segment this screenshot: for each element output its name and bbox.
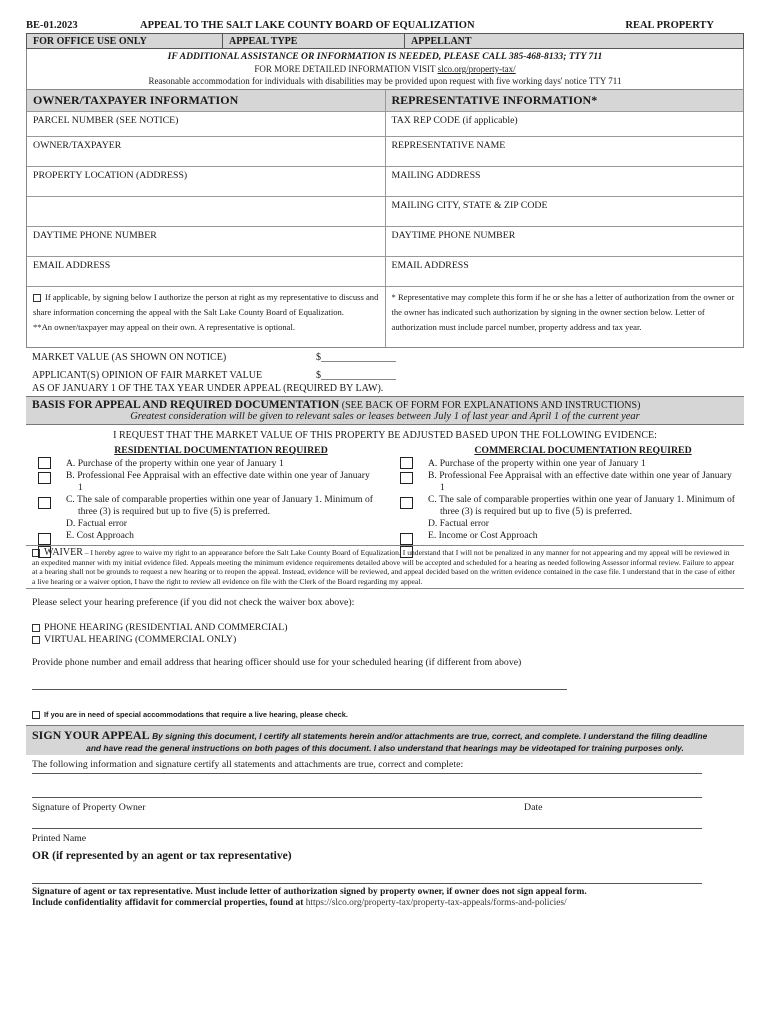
residential-list (66, 445, 376, 542)
certify-text: The following information and signature certify all statements and attachments are true, correct and complete: (32, 759, 702, 774)
rep-heading: REPRESENTATIVE INFORMATION* (385, 90, 744, 111)
list-item: C. The sale of comparable properties within one year of January 1. Minimum of three (3) is required but up to five (5) is preferred. (428, 494, 736, 517)
forms-policies-link[interactable]: https://slco.org/property-tax/property-tax-appeals/forms-and-policies/ (305, 898, 567, 909)
assistance-line: IF ADDITIONAL ASSISTANCE OR INFORMATION IS NEEDED, PLEASE CALL 385-468-8133; TTY 711 (167, 51, 603, 62)
list-item: A. Purchase of the property within one year of January 1 (428, 458, 646, 469)
contact-line[interactable] (32, 668, 567, 690)
residential-column (32, 445, 376, 542)
list-item: E. Income or Cost Approach (428, 530, 538, 541)
office-bar (26, 34, 744, 49)
res-d-checkbox[interactable] (38, 533, 51, 545)
info-line (27, 64, 743, 74)
form-header (26, 18, 744, 34)
agent-heading: OR (if represented by an agent or tax representative) (32, 850, 292, 863)
grid-row (27, 137, 743, 167)
authorization-cell (27, 287, 385, 347)
commercial-list (428, 445, 738, 542)
com-e-checkbox[interactable] (400, 546, 413, 558)
mailing-address-field[interactable]: MAILING ADDRESS (385, 167, 744, 196)
grid-row (27, 227, 743, 257)
grid-row (27, 257, 743, 287)
owner-phone-field[interactable]: DAYTIME PHONE NUMBER (33, 230, 157, 241)
market-value-label: MARKET VALUE (AS SHOWN ON NOTICE) (32, 352, 227, 363)
residential-checkboxes (32, 445, 66, 542)
agent-instructions (32, 887, 738, 909)
virtual-hearing-label: VIRTUAL HEARING (COMMERCIAL ONLY) (44, 634, 237, 646)
waiver-label: WAIVER (44, 547, 83, 558)
waiver-section (26, 545, 744, 589)
market-value-row (32, 350, 738, 365)
res-e-checkbox[interactable] (38, 546, 51, 558)
com-b-checkbox[interactable] (400, 472, 413, 484)
com-d-checkbox[interactable] (400, 533, 413, 545)
list-item: B. Professional Fee Appraisal with an effective date within one year of January 1 (428, 470, 732, 493)
appellant-label: APPELLANT (411, 35, 472, 47)
authorize-checkbox[interactable] (33, 294, 41, 302)
sign-statement-2: and have read the general instructions on both pages of this document. I also understand that hearings may be videotaped for training purposes only. (86, 743, 684, 754)
agent-line-1: Signature of agent or tax representative. Must include letter of authorization signed by property owner, if owner does not sign appeal form. (32, 887, 587, 898)
form-code: BE-01.2023 (26, 20, 78, 31)
residential-heading: RESIDENTIAL DOCUMENTATION REQUIRED (114, 445, 328, 456)
basis-subtitle: Greatest consideration will be given to relevant sales or leases between July 1 of last year and April 1 of the current year (130, 411, 640, 422)
market-value-field[interactable]: $_______________ (316, 352, 396, 363)
virtual-hearing-checkbox[interactable] (32, 636, 40, 644)
contact-prompt: Provide phone number and email address that hearing officer should use for your scheduled hearing (if different from above) (32, 657, 522, 669)
phone-hearing-label: PHONE HEARING (RESIDENTIAL AND COMMERCIAL) (44, 622, 288, 634)
appeal-type-label: APPEAL TYPE (223, 34, 405, 48)
property-location-field[interactable]: PROPERTY LOCATION (ADDRESS) (33, 170, 188, 181)
basis-title-note: (SEE BACK OF FORM FOR EXPLANATIONS AND INSTRUCTIONS) (339, 400, 641, 411)
sign-header (26, 725, 744, 755)
owner-email-field[interactable]: EMAIL ADDRESS (33, 260, 111, 271)
agent-signature-line[interactable] (32, 862, 702, 884)
accommodation-option[interactable] (32, 710, 738, 719)
rep-note: * Representative may complete this form if he or she has a letter of authorization from the owner or the owner has indicated such authorization by signing in the owner section below. Letter of authorization must include parcel number, property address and tax year. (385, 287, 744, 347)
agent-line-2 (32, 898, 738, 909)
grid-row (27, 167, 743, 197)
rep-phone-field[interactable]: DAYTIME PHONE NUMBER (385, 227, 744, 256)
info-link[interactable]: slco.org/property-tax/ (437, 64, 516, 74)
signature-section (26, 755, 744, 915)
owner-signature-line[interactable] (32, 774, 702, 798)
list-item: C. The sale of comparable properties within one year of January 1. Minimum of three (3) is required but up to five (5) is preferred. (66, 494, 374, 517)
assistance-notice (26, 49, 744, 89)
office-use-label: FOR OFFICE USE ONLY (27, 34, 223, 48)
res-c-checkbox[interactable] (38, 497, 51, 509)
basis-title: BASIS FOR APPEAL AND REQUIRED DOCUMENTATION (32, 399, 340, 411)
grid-header-row (27, 90, 743, 112)
signature-labels (32, 802, 702, 813)
basis-header (26, 396, 744, 425)
sign-statement-1: By signing this document, I certify all statements herein and/or attachments are true, correct, and complete. I understand the filing deadline (152, 731, 708, 742)
tax-rep-code-field[interactable]: TAX REP CODE (if applicable) (385, 112, 744, 136)
phone-hearing-checkbox[interactable] (32, 624, 40, 632)
list-item: E. Cost Approach (66, 530, 134, 541)
owner-name-field[interactable]: OWNER/TAXPAYER (33, 140, 122, 151)
commercial-checkboxes (394, 445, 428, 542)
as-of-label: AS OF JANUARY 1 OF THE TAX YEAR UNDER APPEAL (REQUIRED BY LAW). (32, 383, 384, 394)
authorize-text: If applicable, by signing below I authorize the person at right as my representative to discuss and share information concerning the appeal with the Salt Lake County Board of Equalization. (33, 292, 379, 317)
grid-row (27, 197, 743, 227)
accommodation-checkbox[interactable] (32, 711, 40, 719)
grid-row (27, 287, 743, 347)
commercial-column (394, 445, 738, 542)
owner-signature-label: Signature of Property Owner (32, 802, 146, 814)
info-prefix: FOR MORE DETAILED INFORMATION VISIT (254, 64, 438, 74)
opinion-field[interactable]: $_______________ (316, 370, 396, 381)
virtual-hearing-option[interactable] (32, 634, 738, 645)
res-b-checkbox[interactable] (38, 472, 51, 484)
documentation-section (26, 445, 744, 542)
accommodation-line: Reasonable accommodation for individuals with disabilities may be provided upon request with five working days' notice TTY 711 (148, 76, 622, 86)
list-item: B. Professional Fee Appraisal with an effective date within one year of January 1 (66, 470, 370, 493)
phone-hearing-option[interactable] (32, 622, 738, 633)
market-values (26, 348, 744, 396)
commercial-heading: COMMERCIAL DOCUMENTATION REQUIRED (474, 445, 692, 456)
hearing-prompt: Please select your hearing preference (if you did not check the waiver box above): (32, 597, 355, 609)
owner-extra-field[interactable] (27, 197, 385, 226)
res-a-checkbox[interactable] (38, 457, 51, 469)
parcel-number-field[interactable]: PARCEL NUMBER (SEE NOTICE) (33, 115, 179, 126)
list-item: D. Factual error (428, 518, 490, 529)
owner-heading: OWNER/TAXPAYER INFORMATION (27, 90, 385, 111)
rep-name-field[interactable]: REPRESENTATIVE NAME (385, 137, 744, 166)
evidence-request: I REQUEST THAT THE MARKET VALUE OF THIS PROPERTY BE ADJUSTED BASED UPON THE FOLLOWING EVIDENCE: (113, 430, 657, 441)
sign-heading: SIGN YOUR APPEAL (32, 728, 150, 743)
agent-line-2-text: Include confidentiality affidavit for commercial properties, found at (32, 898, 306, 909)
list-item: A. Purchase of the property within one year of January 1 (66, 458, 284, 469)
mailing-city-field[interactable]: MAILING CITY, STATE & ZIP CODE (385, 197, 744, 226)
hearing-section (26, 589, 744, 725)
opinion-label: APPLICANT(S) OPINION OF FAIR MARKET VALUE (32, 370, 263, 381)
opinion-row (32, 368, 738, 383)
list-item: D. Factual error (66, 518, 128, 529)
printed-name-line[interactable] (32, 813, 702, 829)
grid-row (27, 112, 743, 137)
rep-email-field[interactable]: EMAIL ADDRESS (385, 257, 744, 286)
waiver-text: – I hereby agree to waive my right to an appearance before the Salt Lake County Board of Equalization. I understand that I will not be penalized in any manner for not appearing and my appeal will be reviewed in an expedited manner with my initial evidence filed. Appeals meeting the minimum evidence requirements detailed above will be accepted and scheduled for a hearing as needed following Assessor informal review. Failure to appear at a hearing shall not be grounds to request a new hearing or to reopen the appeal. Instead, evidence will be reviewed, and appeal decided based on the written evidence contained in the case file. I understand that in the case of either a live hearing or a waiver option, I have the right to review all evidence on file with the Clerk of the Board regarding my appeal. (32, 548, 735, 586)
date-label: Date (524, 802, 543, 814)
accommodation-label: If you are in need of special accommodations that require a live hearing, please check. (44, 710, 348, 720)
com-a-checkbox[interactable] (400, 457, 413, 469)
com-c-checkbox[interactable] (400, 497, 413, 509)
basis-title-row (32, 399, 738, 411)
sign-title-row (32, 728, 738, 743)
authorize-note: **An owner/taxpayer may appeal on their own. A representative is optional. (33, 322, 296, 332)
form-title: APPEAL TO THE SALT LAKE COUNTY BOARD OF EQUALIZATION (140, 20, 475, 31)
form-type: REAL PROPERTY (625, 20, 714, 31)
printed-name-label: Printed Name (32, 833, 87, 845)
info-grid (26, 89, 744, 348)
